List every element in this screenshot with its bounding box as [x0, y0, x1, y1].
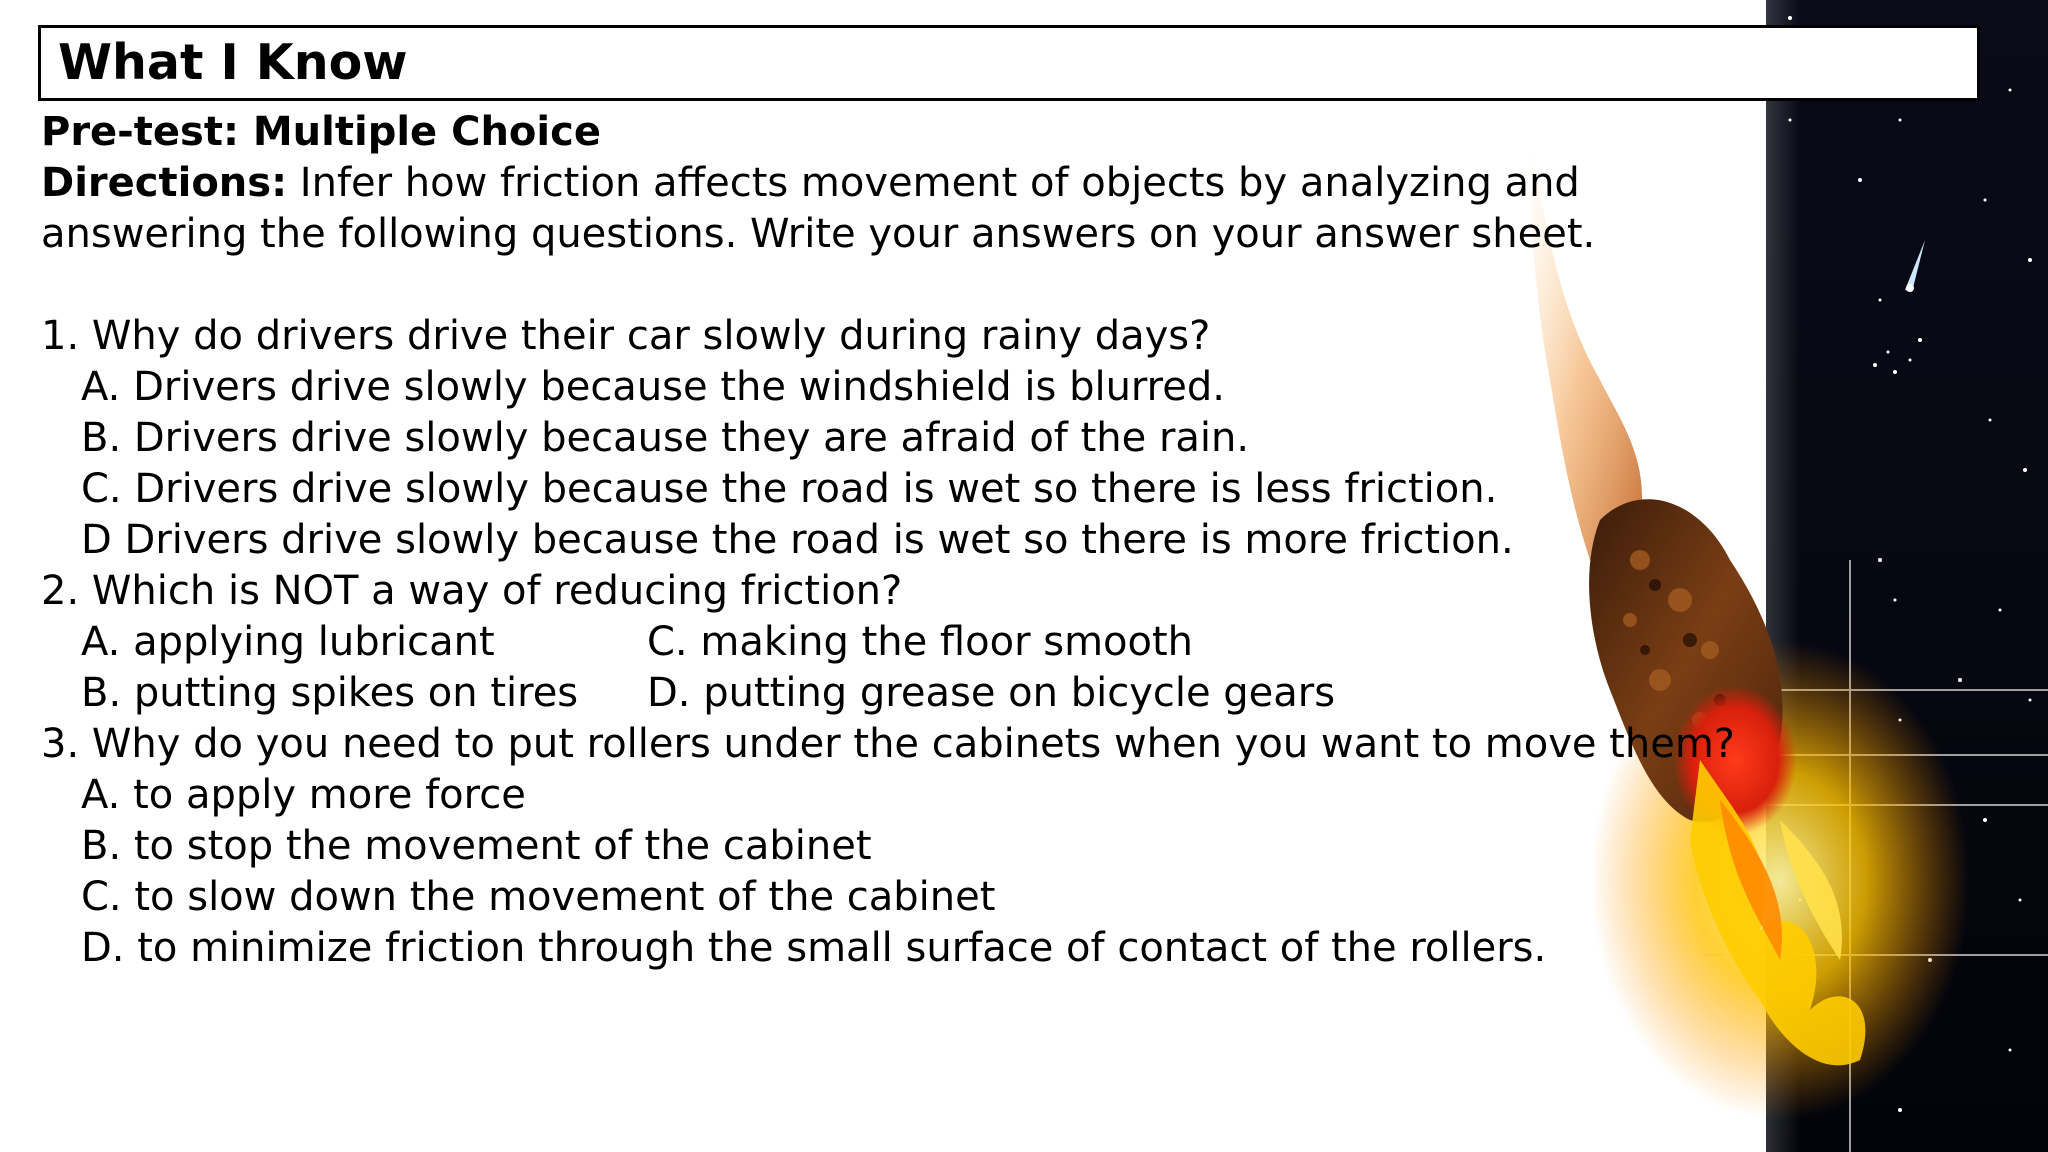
question-1-choice-a: A. Drivers drive slowly because the windshield is blurred.: [81, 364, 1225, 410]
directions-line-2: answering the following questions. Write your answers on your answer sheet.: [41, 211, 1596, 257]
question-2-choice-c: C. making the floor smooth: [647, 619, 1194, 665]
directions-text-1: Infer how friction affects movement of objects by analyzing and: [287, 160, 1580, 206]
worksheet-content: [41, 107, 1741, 974]
question-1-stem: 1. Why do drivers drive their car slowly during rainy days?: [41, 313, 1211, 359]
directions-label: Directions:: [41, 160, 288, 206]
directions-line-1: [41, 158, 1741, 209]
question-3-choice-a: A. to apply more force: [81, 772, 526, 818]
question-2-choice-d: D. putting grease on bicycle gears: [647, 670, 1336, 716]
question-2-choice-row-1: [41, 617, 1741, 668]
spacer: [41, 260, 1741, 311]
question-3-stem: 3. Why do you need to put rollers under the cabinets when you want to move them?: [41, 721, 1736, 767]
question-1-choice-d: D Drivers drive slowly because the road is wet so there is more friction.: [81, 517, 1514, 563]
question-1-choice-b: B. Drivers drive slowly because they are afraid of the rain.: [81, 415, 1250, 461]
question-2-choice-row-2: [41, 668, 1741, 719]
question-3-choice-d: D. to minimize friction through the small surface of contact of the rollers.: [81, 925, 1547, 971]
question-2-stem: 2. Which is NOT a way of reducing friction?: [41, 568, 903, 614]
question-2-choice-a: A. applying lubricant: [81, 619, 495, 665]
title-box: [38, 25, 1980, 101]
question-3-choice-c: C. to slow down the movement of the cabinet: [81, 874, 996, 920]
section-subtitle: Pre-test: Multiple Choice: [41, 109, 601, 155]
page-title: What I Know: [58, 34, 408, 91]
question-2-choice-b: B. putting spikes on tires: [81, 670, 579, 716]
question-3-choice-b: B. to stop the movement of the cabinet: [81, 823, 872, 869]
question-1-choice-c: C. Drivers drive slowly because the road is wet so there is less friction.: [81, 466, 1498, 512]
